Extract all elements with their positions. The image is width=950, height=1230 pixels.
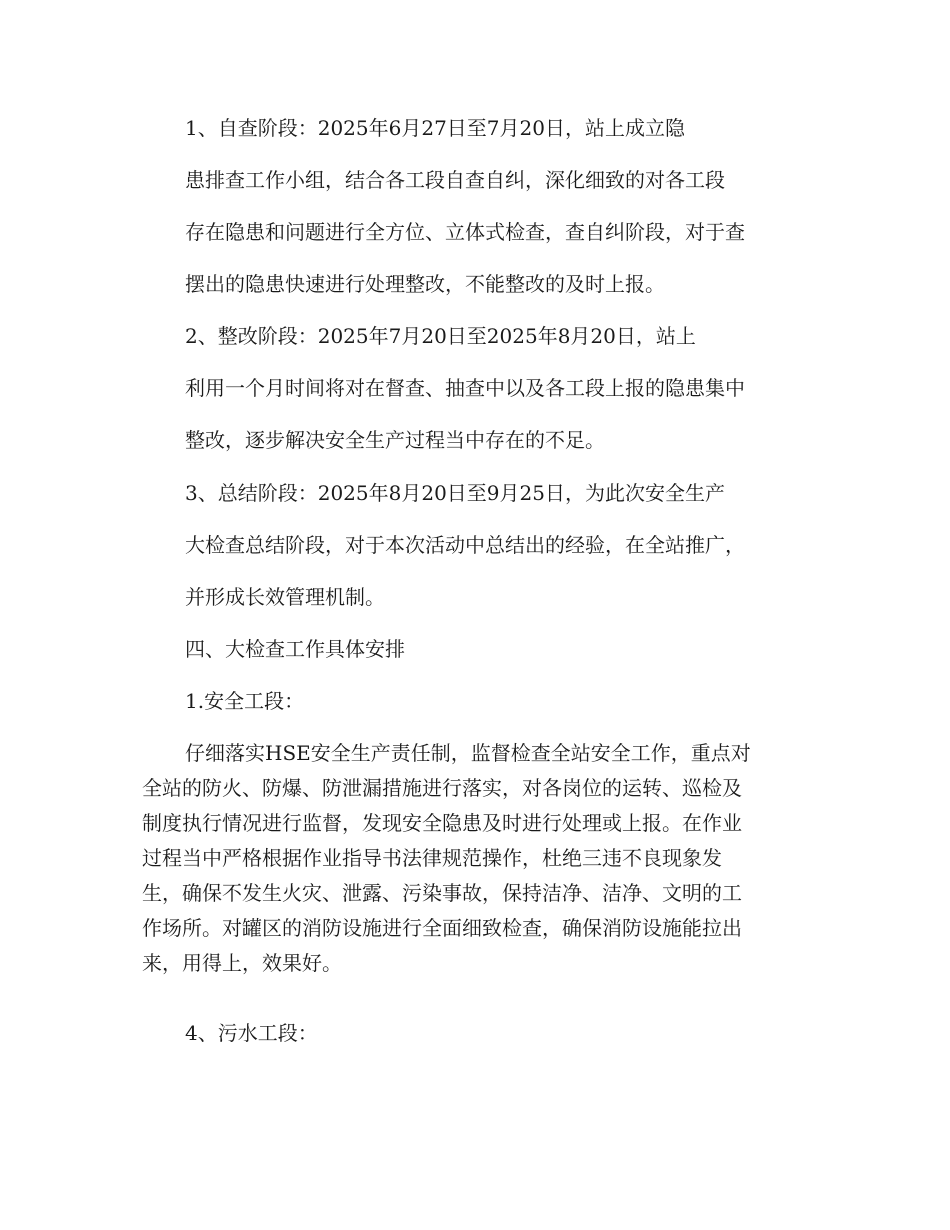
paragraph-line: 整改，逐步解决安全生产过程当中存在的不足。 xyxy=(185,428,605,452)
paragraph-line: 存在隐患和问题进行全方位、立体式检查，查自纠阶段，对于查 xyxy=(185,220,745,244)
paragraph-line: 3、总结阶段：2025年8月20日至9月25日，为此次安全生产 xyxy=(185,481,725,505)
paragraph-line: 2、整改阶段：2025年7月20日至2025年8月20日，站上 xyxy=(185,324,696,348)
paragraph-line: 生，确保不发生火灾、泄露、污染事故，保持洁净、洁净、文明的工 xyxy=(142,881,742,905)
paragraph-line: 并形成长效管理机制。 xyxy=(185,585,385,609)
section-heading: 四、大检查工作具体安排 xyxy=(185,637,405,661)
paragraph-line: 全站的防火、防爆、防泄漏措施进行落实，对各岗位的运转、巡检及 xyxy=(142,776,742,800)
paragraph-line: 作场所。对罐区的消防设施进行全面细致检查，确保消防设施能拉出 xyxy=(142,916,742,940)
paragraph-line: 制度执行情况进行监督，发现安全隐患及时进行处理或上报。在作业 xyxy=(142,811,742,835)
paragraph-line: 来，用得上，效果好。 xyxy=(142,951,342,975)
subsection-heading: 4、污水工段： xyxy=(185,1021,318,1045)
paragraph-line: 利用一个月时间将对在督查、抽查中以及各工段上报的隐患集中 xyxy=(185,376,745,400)
paragraph-line: 大检查总结阶段，对于本次活动中总结出的经验，在全站推广， xyxy=(185,533,745,557)
subsection-heading: 1.安全工段： xyxy=(185,689,305,713)
paragraph-line: 过程当中严格根据作业指导书法律规范操作，杜绝三违不良现象发 xyxy=(142,846,722,870)
paragraph-line: 1、自查阶段：2025年6月27日至7月20日，站上成立隐 xyxy=(185,116,685,140)
paragraph-line: 仔细落实HSE安全生产责任制，监督检查全站安全工作，重点对 xyxy=(185,741,751,765)
paragraph-line: 摆出的隐患快速进行处理整改，不能整改的及时上报。 xyxy=(185,272,665,296)
paragraph-line: 患排查工作小组，结合各工段自查自纠，深化细致的对各工段 xyxy=(185,168,725,192)
